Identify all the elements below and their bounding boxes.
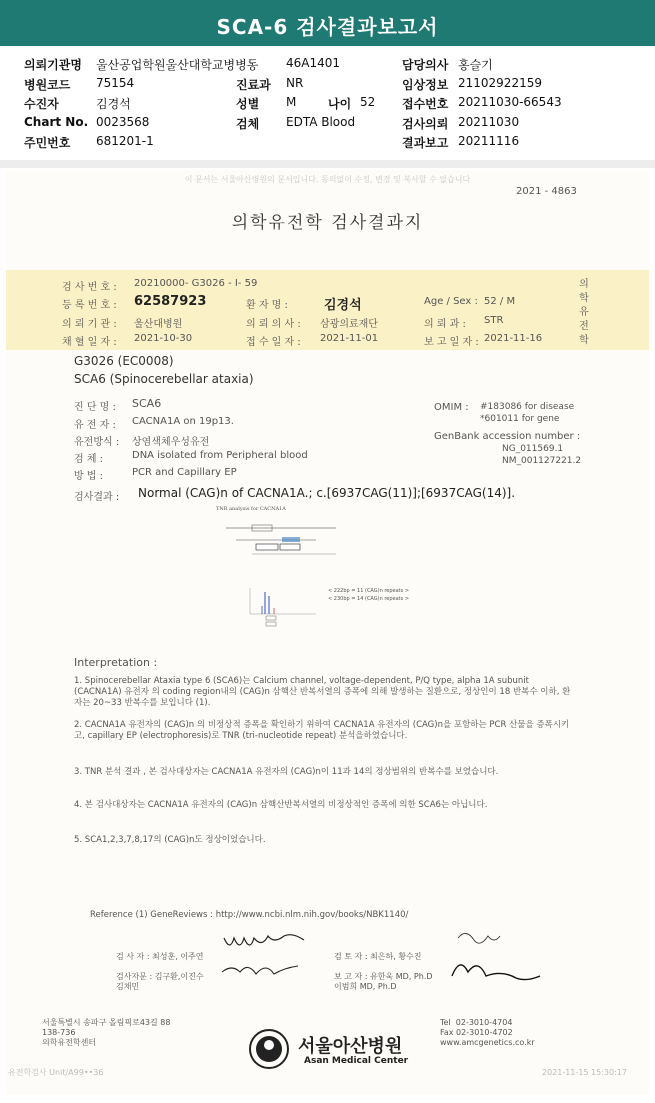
hospital-name-en: Asan Medical Center — [304, 1056, 409, 1066]
asan-foundation-seal — [248, 1028, 290, 1070]
doc-title: 의학유전학 검사결과지 — [231, 213, 424, 233]
section-divider — [0, 160, 655, 168]
interp-1: 1. Spinocerebellar Ataxia type 6 (SCA6)는 Calcium channel, voltage-dependent, P/Q type, alpha 1A subunit (CACNA1A) 유전자 의 coding region내의 (CAG)n 삼핵산 반복서열의 증폭에 의해 발생하는 질환으로, 정상인이 18 반복수 이하, 환자는 20~33 반복수를 보입니다 (1). — [74, 676, 571, 708]
signer-reviewer: 검 토 자 : 최은하, 황수진 — [334, 952, 422, 961]
result-value: Normal (CAG)n of CACNA1A.; c.[6937CAG(11)];[6937CAG(14)]. — [138, 486, 516, 500]
interpretation-title: Interpretation : — [74, 656, 158, 669]
reference: Reference (1) GeneReviews : http://www.ncbi.nlm.nih.gov/books/NBK1140/ — [90, 910, 409, 920]
doc-number: 2021 - 4863 — [516, 186, 577, 197]
tnr-diagram — [196, 506, 436, 646]
department-side-label: 의학유전학 — [579, 279, 589, 346]
genbank-label: GenBank accession number : — [434, 431, 581, 442]
signer-officer: 검사자문 : 김구환,이진수 김채민 — [116, 972, 204, 991]
report-header-bar — [0, 0, 655, 46]
signer-reporter: 보 고 자 : 유한욱 MD, Ph.D 이범희 MD, Ph.D — [334, 972, 433, 991]
signer-tester: 검 사 자 : 최성훈, 이주연 — [116, 952, 204, 961]
result-label: 검사결과 : — [74, 492, 120, 503]
hospital-name-ko: 서울아산병원 — [298, 1036, 403, 1057]
address: 서울특별시 송파구 올림픽로43길 88 138-736 의학유전학센터 — [42, 1018, 171, 1047]
genbank-2: NM_001127221.2 — [502, 456, 582, 466]
footer-unit: 유전학검사 Unit/A99••36 — [8, 1068, 104, 1077]
signature-images-right — [442, 924, 552, 994]
interp-5: 5. SCA1,2,3,7,8,17의 (CAG)n도 정상이었습니다. — [74, 835, 266, 845]
signature-images — [216, 926, 326, 986]
figure-peak-222: < 222bp = 11 (CAG)n repeats > — [328, 588, 410, 594]
omim-1: #183086 for disease — [480, 402, 575, 412]
interp-4: 4. 본 검사대상자는 CACNA1A 유전자의 (CAG)n 삼핵산반복서열의 비정상적인 증폭에 의한 SCA6는 아닙니다. — [74, 800, 488, 810]
footer-timestamp: 2021-11-15 15:30:17 — [542, 1068, 627, 1077]
report-title: SCA-6 검사결과보고서 — [216, 15, 439, 39]
omim-2: *601011 for gene — [480, 414, 560, 424]
genbank-1: NG_011569.1 — [502, 444, 564, 454]
test-name: SCA6 (Spinocerebellar ataxia) — [74, 372, 254, 386]
contact: Tel 02-3010-4704 Fax 02-3010-4702 www.amcgenetics.co.kr — [440, 1018, 535, 1047]
scanned-report: 이 문서는 서울아산병원의 문서입니다. 동의없이 수정, 변경 및 복사할 수 없습니다 2021 - 4863 의학유전학 검사결과지 검 사 번 호 : 20210000- G3026 - I- 59 등 록 번 호 : 62587923 환 자 명 : 김경석 Age / Sex : 52 / M 의 뢰 기 관 : 울산대병원 의 뢰 의 사 : 삼광의료재단 의 뢰 과 : STR 채 혈 일 자 : 2021-10-30 접 수 일 자 : 2021-11-01 보 고 일 자 : 2021-11-16 의학유전학 G3026 (EC0008) SCA6 (Spinocerebellar ataxia) 진 단 명 : SCA6 유 전 자 : CACNA1A on 19p13. 유전방식 : 상염색체우성유전 검 체 : DNA isolated from Peripheral blood 방 법 : PCR and Capillary EP OMIM : #183086 for disease *601011 for gene GenBank accession number : NG_011569.1 NM_001127221.2 검사결과 : Normal (CAG)n of CACNA1A.; c.[6937CAG(11)];[6937CAG(14)]. TNR analysis for CACNA1A < 222bp = 11 (CAG)n repeats > < 230bp = 14 (CAG)n repeats > Interpretation : 1. Spinocerebellar Ataxia type 6 (SCA6)는 Calcium channel, voltage-dependent, P/Q type, alpha 1A subunit (CACNA1A) 유전자 의 coding region내의 (CAG)n 삼핵산 반복서열의 증폭에 의해 발생하는 질환으로, 정상인이 18 반복수 이하, 환자는 20~33 반복수를 보입니다 (1). 2. CACNA1A 유전자의 (CAG)n 의 비정상적 증폭을 확인하기 위하여 CACNA1A 유전자의 (CAG)n을 포함하는 PCR 산물을 증폭시키고, capillary EP (electrophoresis)로 TNR (tri-nucleotide repeat) 분석을하였습니다. 3. TNR 분석 결과 , 본 검사대상자는 CACNA1A 유전자의 (CAG)n이 11과 14의 정상범위의 반복수를 보였습니다. 4. 본 검사대상자는 CACNA1A 유전자의 (CAG)n 삼핵산반복서열의 비정상적인 증폭에 의한 SCA6는 아닙니다. 5. SCA1,2,3,7,8,17의 (CAG)n도 정상이었습니다. Reference (1) GeneReviews : http://www.ncbi.nlm.nih.gov/books/NBK1140/ 검 사 자 : 최성훈, 이주연 검 토 자 : 최은하, 황수진 검사자문 : 김구환,이진수 김채민 보 고 자 : 유한욱 MD, Ph.D 이범희 MD, Ph.D 서울특별시 송파구 올림픽로43길 88 138-736 의학유전학센터 Tel 02-3010-4704 Fax 02-3010-4702 www.amcgenetics.co.kr 서울아산병원 Asan Medical Center 유전학검사 Unit/A99••36 2021-11-15 15:30:17 — [6, 170, 649, 1095]
doc-notice: 이 문서는 서울아산병원의 문서입니다. 동의없이 수정, 변경 및 복사할 수 없습니다 — [184, 175, 471, 184]
interp-2: 2. CACNA1A 유전자의 (CAG)n 의 비정상적 증폭을 확인하기 위하여 CACNA1A 유전자의 (CAG)n을 포함하는 PCR 산물을 증폭시키고, capillary EP (electrophoresis)로 TNR (tri-nucleotide repeat) 분석을하였습니다. — [74, 720, 570, 741]
figure-peak-230: < 230bp = 14 (CAG)n repeats > — [328, 596, 410, 602]
tnr-figure — [196, 506, 436, 646]
omim-label: OMIM : — [434, 402, 469, 413]
interp-3: 3. TNR 분석 결과 , 본 검사대상자는 CACNA1A 유전자의 (CAG)n이 11과 14의 정상범위의 반복수를 보였습니다. — [74, 767, 499, 777]
figure-title: TNR analysis for CACNA1A — [216, 506, 286, 512]
patient-band: 검 사 번 호 : 20210000- G3026 - I- 59 등 록 번 호 : 62587923 환 자 명 : 김경석 Age / Sex : 52 / M 의 뢰 기 관 : 울산대병원 의 뢰 의 사 : 삼광의료재단 의 뢰 과 : STR 채 혈 일 자 : 2021-10-30 접 수 일 자 : 2021-11-01 보 고 일 자 : 2021-11-16 — [6, 270, 649, 350]
test-code: G3026 (EC0008) — [74, 354, 174, 368]
